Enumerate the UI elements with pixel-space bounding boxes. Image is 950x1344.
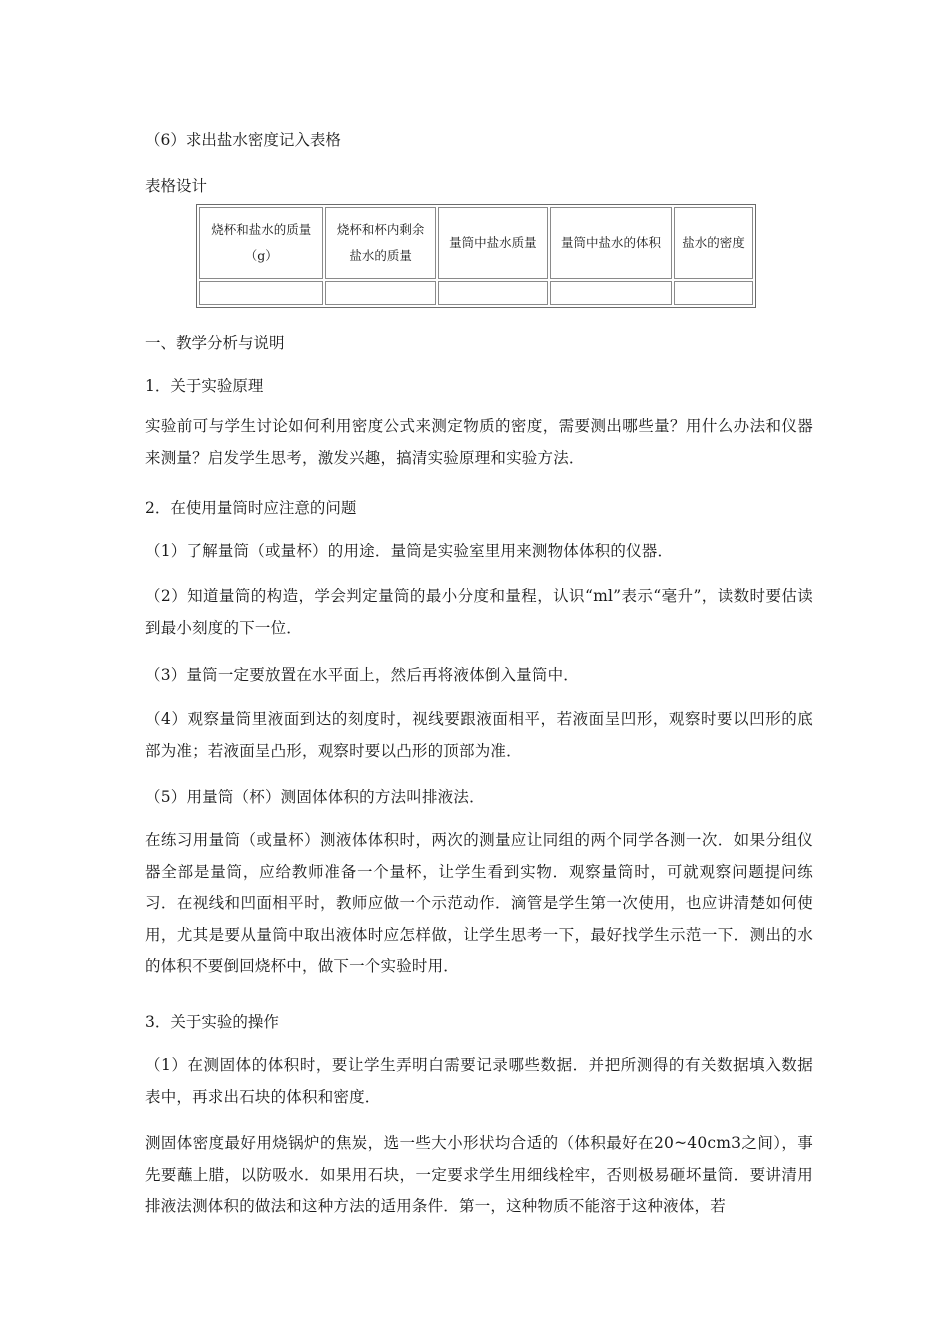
list-item: （4）观察量筒里液面到达的刻度时，视线要跟液面相平，若液面呈凹形，观察时要以凹形的底部为准；若液面呈凸形，观察时要以凸形的顶部为准． xyxy=(145,710,813,760)
table-cell xyxy=(325,281,435,305)
subsection-heading-3: 3．关于实验的操作 xyxy=(145,1013,279,1031)
subsection-heading-1: 1．关于实验原理 xyxy=(145,377,264,395)
paragraph-measuring: 在练习用量筒（或量杯）测液体体积时，两次的测量应让同组的两个同学各测一次．如果分组仪器全部是量筒，应给教师准备一个量杯，让学生看到实物．观察量筒时，可就观察问题提问练习．在视线和凹面相平时，教师应做一个示范动作．滴管是学生第一次使用，也应讲清楚如何使用，尤其是要从量筒中取出液体时应怎样做，让学生思考一下，最好找学生示范一下．测出的水的体积不要倒回烧杯中，做下一个实验时用． xyxy=(145,831,813,975)
table-cell xyxy=(550,281,672,305)
list-item: （3）量筒一定要放置在水平面上，然后再将液体倒入量筒中． xyxy=(145,666,579,684)
table-header-cell: 烧杯和盐水的质量 （g） xyxy=(199,207,323,279)
list-item: （5）用量筒（杯）测固体体积的方法叫排液法． xyxy=(145,788,485,806)
table-title: 表格设计 xyxy=(145,177,208,195)
subsection-heading-2: 2．在使用量筒时应注意的问题 xyxy=(145,499,357,517)
table-header-cell: 烧杯和杯内剩余 盐水的质量 xyxy=(325,207,435,279)
data-table xyxy=(196,204,756,308)
list-item: （2）知道量筒的构造，学会判定量筒的最小分度和量程，认识“ml”表示“毫升”，读数时要估读到最小刻度的下一位． xyxy=(145,587,813,637)
table-cell xyxy=(199,281,323,305)
paragraph-solid-density: 测固体密度最好用烧锅炉的焦炭，选一些大小形状均合适的（体积最好在20~40cm3之间），事先要蘸上腊，以防吸水．如果用石块，一定要求学生用细线栓牢，否则极易砸坏量筒．要讲清用排液法测体积的做法和这种方法的适用条件．第一，这种物质不能溶于这种液体，若 xyxy=(145,1134,813,1215)
table-header-cell: 盐水的密度 xyxy=(674,207,753,279)
list-item: （1）了解量筒（或量杯）的用途．量筒是实验室里用来测物体体积的仪器． xyxy=(145,542,674,560)
table-cell xyxy=(438,281,548,305)
list-item: （1）在测固体的体积时，要让学生弄明白需要记录哪些数据．并把所测得的有关数据填入数据表中，再求出石块的体积和密度． xyxy=(145,1056,813,1106)
table-header-cell: 量筒中盐水质量 xyxy=(438,207,548,279)
table-header-cell: 量筒中盐水的体积 xyxy=(550,207,672,279)
table-header-row xyxy=(199,207,753,279)
step-6-text: （6）求出盐水密度记入表格 xyxy=(145,131,341,149)
paragraph-principle: 实验前可与学生讨论如何利用密度公式来测定物质的密度，需要测出哪些量？用什么办法和仪器来测量？启发学生思考，激发兴趣，搞清实验原理和实验方法． xyxy=(145,417,813,467)
table-row xyxy=(199,281,753,305)
section-heading: 一、教学分析与说明 xyxy=(145,334,285,352)
table-cell xyxy=(674,281,753,305)
